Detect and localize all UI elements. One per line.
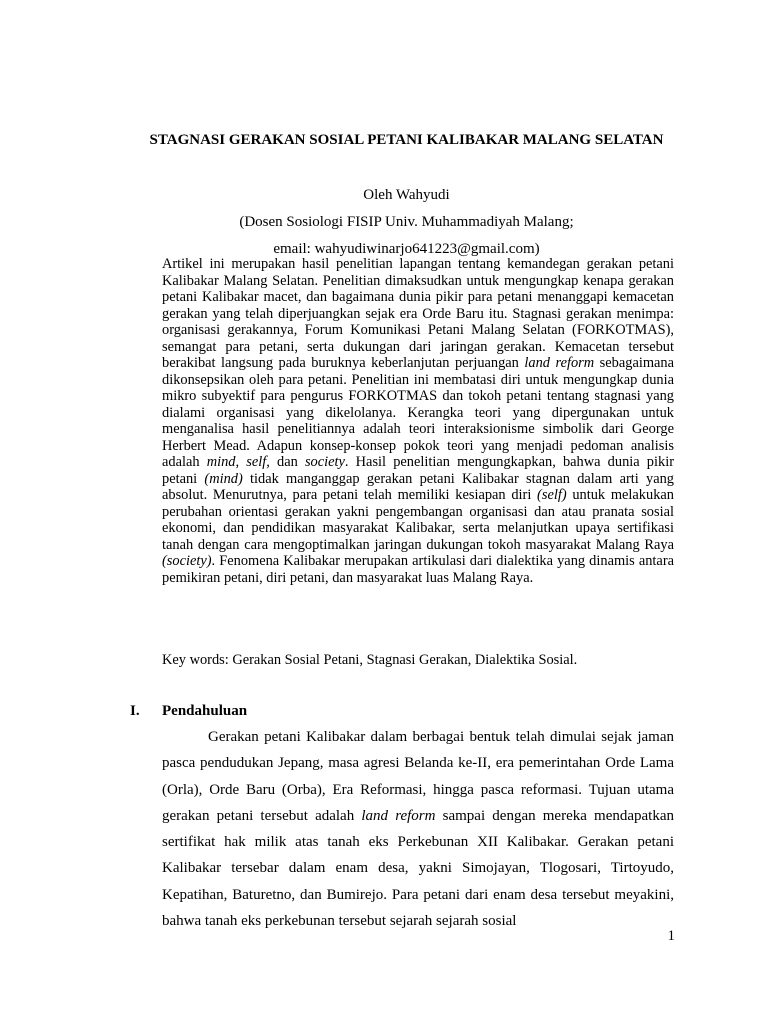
author-affiliation: (Dosen Sosiologi FISIP Univ. Muhammadiyah Malang; (239, 214, 574, 230)
abstract-italic-term: (society) (162, 553, 212, 569)
abstract-italic-term: (mind) (204, 470, 243, 487)
page-number: 1 (667, 928, 675, 944)
keywords: Key words: Gerakan Sosial Petani, Stagnasi Gerakan, Dialektika Sosial. (162, 652, 578, 668)
section-heading: Pendahuluan (162, 703, 248, 719)
abstract-italic-term: mind, self, (206, 454, 270, 470)
abstract-text: . Fenomena Kalibakar merupakan artikulasi dari dialektika yang dinamis antara pemikiran petani, diri petani, dan masyarakat luas Malang Raya. (162, 553, 674, 586)
abstract-italic-term: (self) (537, 487, 567, 503)
byline (100, 182, 713, 263)
body-text: Gerakan petani Kalibakar dalam berbagai bentuk telah dimulai sejak jaman pasca pendudukan Jepang, masa agresi Belanda ke-II, era pemerintahan Orde Lama (Orla), Orde Baru (Orba), Era Reformasi, hingga pasca reformasi. Tujuan utama gerakan petani tersebut adalah (162, 729, 674, 824)
abstract-text: . Hasil penelitian mengungkapkan, bahwa dunia pikir petani (162, 454, 674, 487)
body-paragraph (162, 724, 674, 934)
abstract-text: dan (269, 454, 305, 470)
abstract-paragraph (162, 256, 674, 586)
abstract-text: tidak manganggap gerakan petani Kalibakar stagnan dalam arti yang absolut. Menurutnya, para petani telah memiliki kesiapan diri (162, 470, 674, 503)
body-italic-term: land reform (361, 807, 436, 824)
abstract (162, 256, 674, 586)
abstract-italic-term: society (304, 454, 345, 470)
paper-title: STAGNASI GERAKAN SOSIAL PETANI KALIBAKAR MALANG SELATAN (149, 132, 664, 148)
abstract-text: untuk melakukan perubahan orientasi gerakan yakni pengembangan organisasi dan atau pranata sosial ekonomi, dan pendidikan masyarakat Kalibakar, serta melanjutkan upaya sertifikasi tanah dengan cara mengoptimalkan jaringan dukungan tokoh masyarakat Malang Raya (162, 487, 674, 553)
body-text: sampai dengan mereka mendapatkan sertifikat hak milik atas tanah eks Perkebunan XII Kalibakar. Gerakan petani Kalibakar tersebar dalam enam desa, yakni Simojayan, Tlogosari, Tirtoyudo, Kepatihan, Baturetno, dan Bumirejo. Para petani dari enam desa tersebut meyakini, bahwa tanah eks perkebunan tersebut sejarah sejarah sosial (162, 807, 675, 930)
author-email: email: wahyudiwinarjo641223@gmail.com) (273, 241, 540, 257)
author-name: Oleh Wahyudi (363, 187, 450, 203)
section-body (162, 724, 674, 934)
section-number: I. (130, 703, 140, 719)
abstract-text: Artikel ini merupakan hasil penelitian lapangan tentang kemandegan gerakan petani Kalibakar Malang Selatan. Penelitian dimaksudkan untuk mengungkap kenapa gerakan petani Kalibakar macet, dan bagaimana dunia pikir para petani menanggapi kemacetan gerakan yang telah diperjuangkan sejak era Orde Baru itu. Stagnasi gerakan menimpa: organisasi gerakannya, Forum Komunikasi Petani Malang Selatan (FORKOTMAS), semangat para petani, serta dukungan dari jaringan gerakan. Kemacetan tersebut berakibat langsung pada buruknya keberlanjutan perjuangan (162, 256, 674, 371)
abstract-text: sebagaimana dikonsepsikan oleh para petani. Penelitian ini membatasi diri untuk mengungkap dunia mikro subyektif para pengurus FORKOTMAS dan tokoh petani tentang stagnasi yang dialami organisasi yang dikelolanya. Kerangka teori yang dipergunakan untuk menganalisa hasil penelitiannya adalah teori interaksionisme simbolik dari George Herbert Mead. Adapun konsep-konsep pokok teori yang menjadi pedoman analisis adalah (162, 355, 674, 470)
abstract-italic-term: land reform (524, 355, 595, 371)
